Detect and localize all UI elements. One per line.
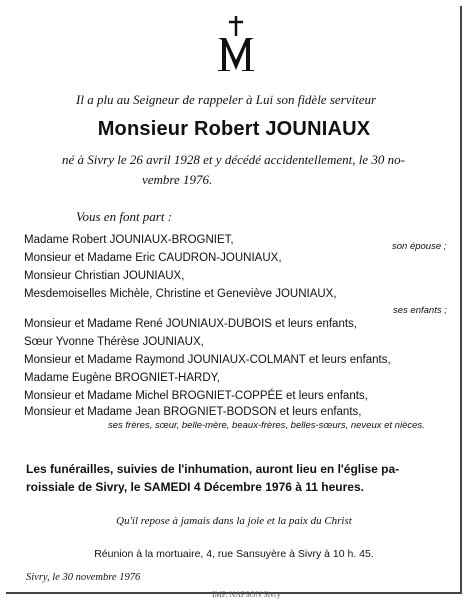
relation-note-siblings: ses frères, sœur, belle-mère, beaux-frères, belles-sœurs, neveux et nièces. — [108, 420, 425, 431]
family-member: Monsieur et Madame Raymond JOUNIAUX-COLMANT et leurs enfants, — [24, 354, 391, 366]
announcement-text: Vous en font part : — [76, 209, 173, 224]
relation-note-children: ses enfants ; — [393, 305, 447, 316]
place-date: Sivry, le 30 novembre 1976 — [26, 572, 141, 583]
prayer-text: Qu'il repose à jamais dans la joie et la paix du Christ — [116, 515, 352, 527]
family-member: Madame Robert JOUNIAUX-BROGNIET, — [24, 234, 234, 246]
family-member: Sœur Yvonne Thérèse JOUNIAUX, — [24, 336, 204, 348]
family-member: Monsieur et Madame Eric CAUDRON-JOUNIAUX, — [24, 252, 282, 264]
family-member: Monsieur Christian JOUNIAUX, — [24, 270, 185, 282]
intro-text: Il a plu au Seigneur de rappeler à Lui son fidèle serviteur — [76, 92, 377, 107]
family-member: Monsieur et Madame René JOUNIAUX-DUBOIS et leurs enfants, — [24, 318, 357, 330]
family-member: Madame Eugène BROGNIET-HARDY, — [24, 372, 221, 384]
funeral-line-2: roissiale de Sivry, le SAMEDI 4 Décembre 1976 à 11 heures. — [26, 480, 364, 494]
funeral-line-1: Les funérailles, suivies de l'inhumation, auront lieu en l'église pa- — [26, 462, 400, 476]
family-member: Mesdemoiselles Michèle, Christine et Geneviève JOUNIAUX, — [24, 288, 337, 300]
printer-credit: IMP. NAPSON Sivry — [212, 590, 281, 599]
cross-mary-monogram-icon — [214, 14, 258, 72]
birth-death-line-2: vembre 1976. — [142, 172, 213, 187]
deceased-name: Monsieur Robert JOUNIAUX — [97, 118, 371, 140]
birth-death-line-1: né à Sivry le 26 avril 1928 et y décédé accidentellement, le 30 no- — [62, 152, 405, 167]
family-member: Monsieur et Madame Michel BROGNIET-COPPÉE et leurs enfants, — [24, 390, 368, 402]
relation-note-spouse: son épouse ; — [392, 241, 447, 252]
meeting-info: Réunion à la mortuaire, 4, rue Sansuyère à Sivry à 10 h. 45. — [94, 548, 374, 560]
family-member: Monsieur et Madame Jean BROGNIET-BODSON et leurs enfants, — [24, 406, 362, 418]
